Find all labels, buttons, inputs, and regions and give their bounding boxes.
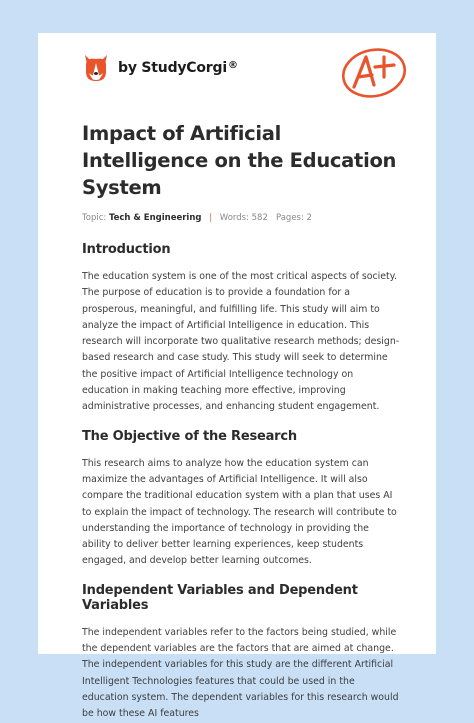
pages-label: Pages: <box>275 213 304 223</box>
topic-value[interactable]: Tech & Engineering <box>108 213 202 223</box>
document-content <box>82 120 400 723</box>
topic-label: Topic: <box>82 213 107 223</box>
words-label: Words: <box>219 213 249 223</box>
a-plus-stamp-icon <box>338 43 412 101</box>
meta-separator: | <box>209 213 213 223</box>
brand-name: by StudyCorgi® <box>118 60 238 76</box>
document-meta <box>82 213 400 223</box>
pages-value: 2 <box>306 213 312 223</box>
section-heading-variables: Independent Variables and Dependent Variables <box>82 582 358 613</box>
brand-logo[interactable] <box>82 53 238 83</box>
section-heading-objective: The Objective of the Research <box>82 428 297 444</box>
document-title: Impact of Artificial Intelligence on the Education System <box>82 122 397 199</box>
corgi-icon <box>82 53 110 83</box>
document-page <box>38 33 436 720</box>
words-value: 582 <box>251 213 268 223</box>
section-body-objective: This research aims to analyze how the education system can maximize the advantages of Artificial Intelligence. It will also compare the traditional education system with a plan that uses AI to explain the impact of technology. The research will contribute to understanding the importance of technology in providing the ability to deliver better learning experiences, keep students engaged, and develop better learning outcomes. <box>82 457 397 567</box>
section-heading-introduction: Introduction <box>82 242 171 257</box>
section-body-introduction: The education system is one of the most critical aspects of society. The purpose of education is to provide a foundation for a prosperous, meaningful, and fulfilling life. This study will aim to analyze the impact of Artificial Intelligence in education. This research will incorporate two qualitative research methods; design-based research and case study. This study will seek to determine the positive impact of Artificial Intelligence technology on education in making teaching more effective, improving administrative processes, and enhancing student engagement. <box>82 271 400 413</box>
section-body-variables: The independent variables refer to the factors being studied, while the dependent variables are the factors that are aimed at change. The independent variables for this study are the different Artificial Intelligent Technologies features that could be used in the education system. The dependent variables for this research would be how these AI features <box>82 626 399 720</box>
grade-badge <box>338 43 412 105</box>
